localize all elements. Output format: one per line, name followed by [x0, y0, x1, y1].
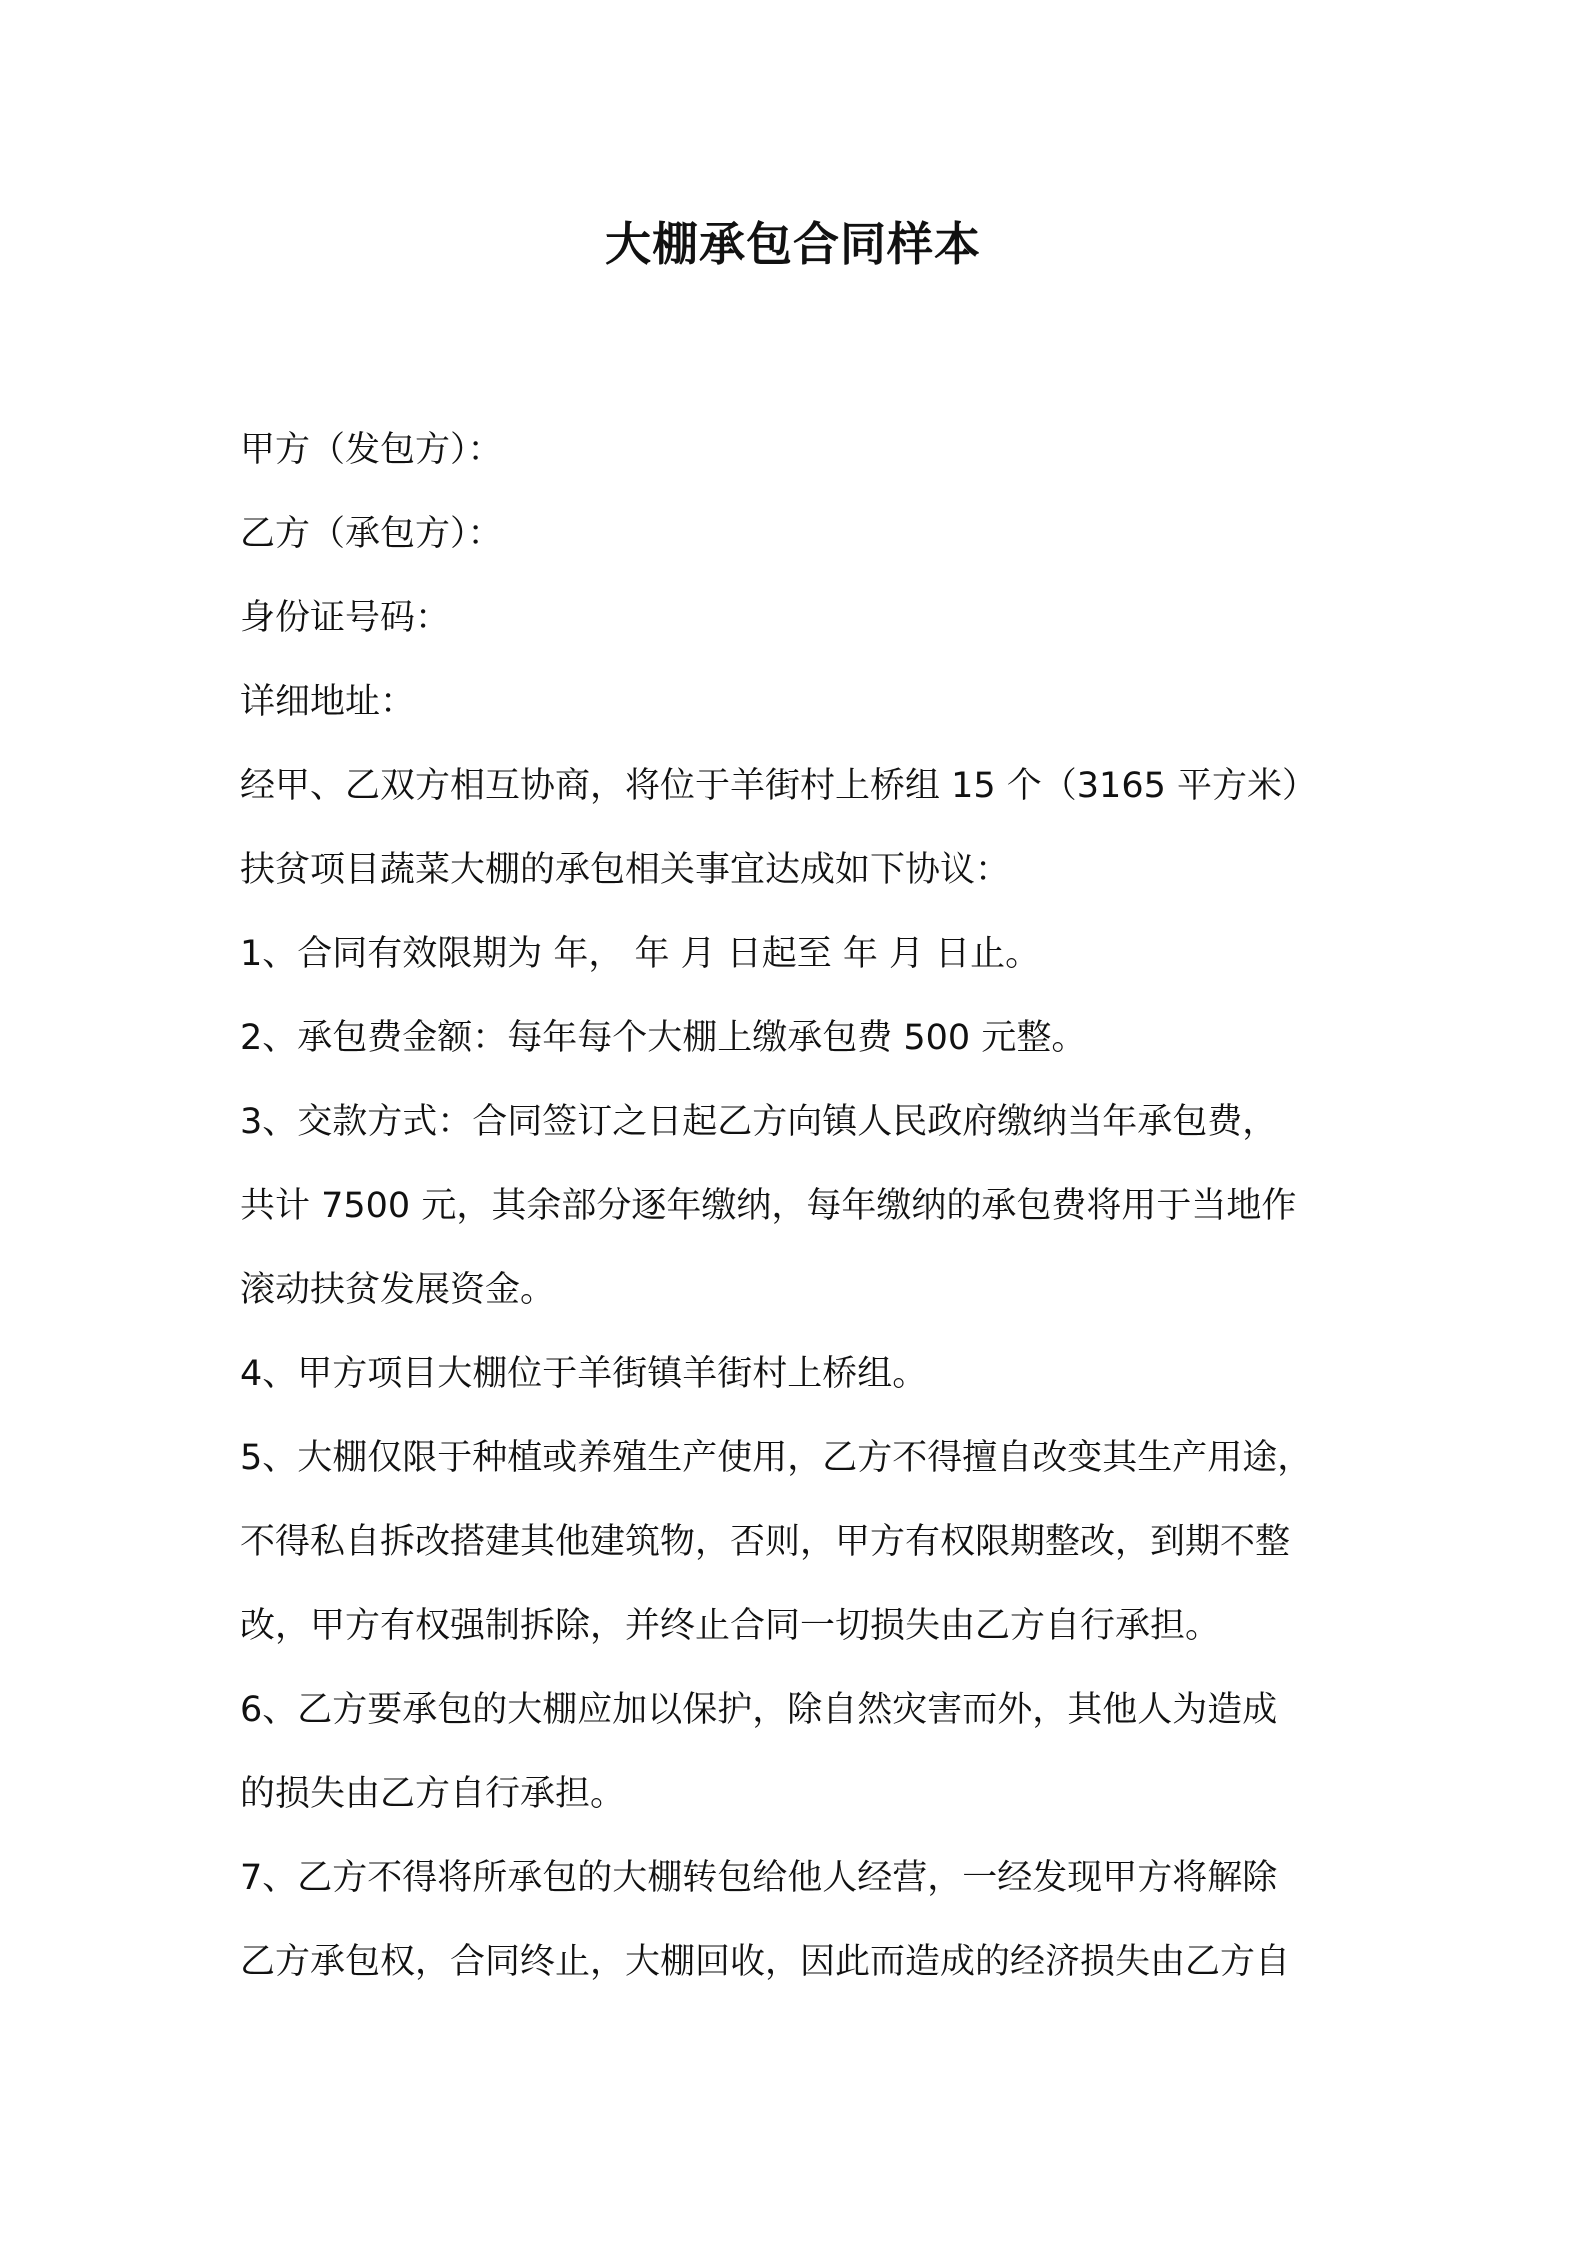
party-a-line: 甲方（发包方）： — [240, 430, 503, 470]
party-b-line: 乙方（承包方）： — [240, 514, 503, 554]
address-line: 详细地址： — [240, 682, 416, 722]
clause-3-line-3: 滚动扶贫发展资金。 — [240, 1270, 556, 1310]
document-body — [240, 408, 1380, 2004]
clause-6-line-2: 的损失由乙方自行承担。 — [240, 1774, 626, 1814]
preamble-line-2: 扶贫项目蔬菜大棚的承包相关事宜达成如下协议： — [240, 850, 1011, 890]
clause-5-line-2: 不得私自拆改搭建其他建筑物，否则，甲方有权限期整改，到期不整 — [240, 1522, 1291, 1562]
document-title: 大棚承包合同样本 — [605, 217, 981, 271]
clause-7-line-2: 乙方承包权，合同终止，大棚回收，因此而造成的经济损失由乙方自 — [240, 1942, 1291, 1982]
clause-5-line-3: 改，甲方有权强制拆除，并终止合同一切损失由乙方自行承担。 — [240, 1606, 1221, 1646]
clause-3-line-1: 3、交款方式：合同签订之日起乙方向镇人民政府缴纳当年承包费， — [240, 1102, 1278, 1142]
clause-1: 1、合同有效限期为 年， 年 月 日起至 年 月 日止。 — [240, 934, 1041, 974]
preamble-line-1: 经甲、乙双方相互协商，将位于羊街村上桥组 15 个（3165 平方米） — [240, 766, 1317, 806]
clause-4: 4、甲方项目大棚位于羊街镇羊街村上桥组。 — [240, 1354, 928, 1394]
clause-7-line-1: 7、乙方不得将所承包的大棚转包给他人经营，一经发现甲方将解除 — [240, 1858, 1278, 1898]
clause-6-line-1: 6、乙方要承包的大棚应加以保护，除自然灾害而外，其他人为造成 — [240, 1690, 1278, 1730]
clause-5-line-1: 5、大棚仅限于种植或养殖生产使用，乙方不得擅自改变其生产用途， — [240, 1438, 1313, 1478]
clause-3-line-2: 共计 7500 元，其余部分逐年缴纳，每年缴纳的承包费将用于当地作 — [240, 1186, 1297, 1226]
id-number-line: 身份证号码： — [240, 598, 451, 638]
clause-2: 2、承包费金额：每年每个大棚上缴承包费 500 元整。 — [240, 1018, 1087, 1058]
